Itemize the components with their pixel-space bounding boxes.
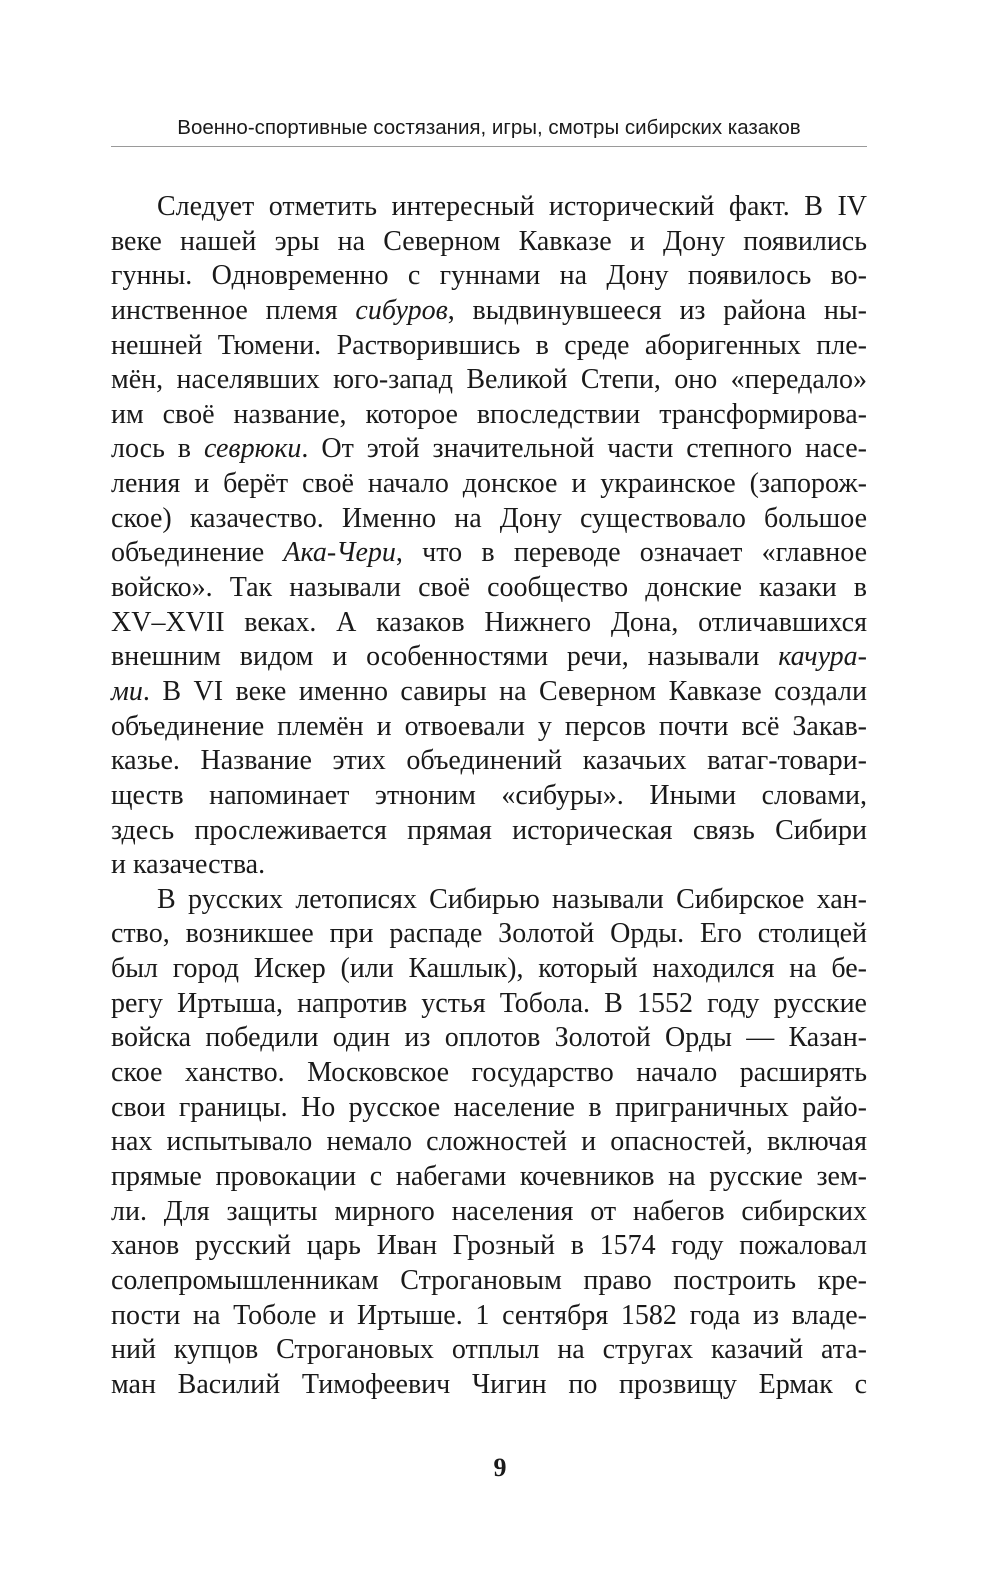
text-line <box>111 1195 867 1230</box>
text-line <box>111 1160 867 1195</box>
text-run: ления и берёт своё начало донское и украинское (запорож- <box>111 468 867 500</box>
text-line <box>111 502 867 537</box>
text-run: внешним видом и особенностями речи, называли <box>111 641 779 673</box>
text-run: был город Искер (или Кашлык), который находился на бе- <box>111 953 867 985</box>
italic-term: ми <box>111 675 143 707</box>
text-run: солепромышленникам Строгановым право построить кре- <box>111 1264 867 1296</box>
text-line <box>111 1264 867 1299</box>
text-run: ний купцов Строгановых отплыл на стругах казачий ата- <box>111 1334 867 1366</box>
text-line <box>111 779 867 814</box>
text-line <box>111 329 867 364</box>
text-run: ское) казачество. Именно на Дону существовало большое <box>111 502 867 534</box>
text-run: , что в переводе означает «главное <box>395 537 868 569</box>
text-line <box>111 536 867 571</box>
text-run: инственное племя <box>111 294 356 326</box>
text-run: ханов русский царь Иван Грозный в 1574 году пожаловал <box>111 1230 867 1262</box>
text-run: нешней Тюмени. Растворившись в среде аборигенных пле- <box>111 329 867 361</box>
paragraph <box>111 190 867 883</box>
text-run: свои границы. Но русское население в приграничных райо- <box>111 1091 867 1123</box>
text-run: Следует отметить интересный исторический факт. В IV <box>157 191 867 222</box>
text-line <box>111 1125 867 1160</box>
text-run: пости на Тоболе и Иртыше. 1 сентября 1582 года из владе- <box>111 1299 867 1331</box>
text-line <box>111 710 867 745</box>
running-head: Военно-спортивные состязания, игры, смотры сибирских казаков <box>177 116 801 139</box>
text-run: В русских летописях Сибирью называли Сибирское хан- <box>157 883 867 915</box>
text-line <box>111 640 867 675</box>
text-run: лось в <box>111 433 204 465</box>
text-run: здесь прослеживается прямая историческая связь Сибири <box>111 814 867 846</box>
italic-term: севрюки <box>203 433 302 465</box>
text-line <box>111 432 867 467</box>
text-run: им своё название, которое впоследствии трансформирова- <box>111 398 867 430</box>
text-line <box>111 987 867 1022</box>
text-run: . В VI веке именно савиры на Северном Кавказе создали <box>142 675 867 707</box>
text-run: веке нашей эры на Северном Кавказе и Дону появились <box>111 225 867 257</box>
text-line <box>111 1299 867 1334</box>
text-run: мён, населявших юго-запад Великой Степи, оно «передало» <box>111 364 867 396</box>
page-number: 9 <box>493 1453 507 1482</box>
text-line <box>111 952 867 987</box>
italic-term: Ака-Чери <box>283 537 396 569</box>
text-line <box>111 571 867 606</box>
text-run: , выдвинувшееся из района ны- <box>447 294 867 326</box>
text-run: ство, возникшее при распаде Золотой Орды. Его столицей <box>111 918 867 950</box>
text-run: гунны. Одновременно с гуннами на Дону появилось во- <box>111 260 867 292</box>
text-run: прямые провокации с набегами кочевников на русские зем- <box>111 1160 867 1192</box>
text-line <box>111 814 867 849</box>
text-run: объединение <box>111 537 284 569</box>
text-run: и казачества. <box>111 849 266 881</box>
text-line <box>111 1368 867 1403</box>
text-run: ман Василий Тимофеевич Чигин по прозвищу Ермак с <box>111 1368 867 1400</box>
text-run: нах испытывало немало сложностей и опасностей, включая <box>111 1126 867 1158</box>
text-line <box>111 294 867 329</box>
paragraph <box>111 883 867 1403</box>
header-rule <box>111 146 867 147</box>
text-line <box>111 225 867 260</box>
text-line <box>111 1021 867 1056</box>
text-run: казье. Название этих объединений казачьих ватаг-товари- <box>111 745 867 777</box>
text-run: войско». Так называли своё сообщество донские казаки в <box>111 572 867 604</box>
text-line <box>111 1091 867 1126</box>
text-line <box>111 398 867 433</box>
text-line <box>111 190 867 225</box>
text-line <box>111 883 867 918</box>
text-run: ществ напоминает этноним «сибуры». Иными словами, <box>111 779 867 811</box>
text-line <box>111 848 867 883</box>
text-run: регу Иртыша, напротив устья Тобола. В 1552 году русские <box>111 987 867 1019</box>
body-text <box>111 190 867 1402</box>
text-line <box>111 1229 867 1264</box>
text-run: ское ханство. Московское государство начало расширять <box>111 1057 867 1089</box>
text-line <box>111 744 867 779</box>
text-line <box>111 1333 867 1368</box>
text-line <box>111 1056 867 1091</box>
italic-term: качура- <box>778 641 867 673</box>
text-line <box>111 675 867 710</box>
text-run: объединение племён и отвоевали у персов почти всё Закав- <box>111 710 867 742</box>
text-line <box>111 363 867 398</box>
text-run: XV–XVII веках. А казаков Нижнего Дона, отличавшихся <box>111 606 867 638</box>
text-line <box>111 467 867 502</box>
text-line <box>111 606 867 641</box>
text-line <box>111 917 867 952</box>
italic-term: сибуров <box>355 294 448 326</box>
text-run: ли. Для защиты мирного населения от набегов сибирских <box>111 1195 867 1227</box>
text-run: войска победили один из оплотов Золотой Орды — Казан- <box>111 1022 867 1054</box>
text-line <box>111 259 867 294</box>
text-run: . От этой значительной части степного насе- <box>301 433 867 465</box>
